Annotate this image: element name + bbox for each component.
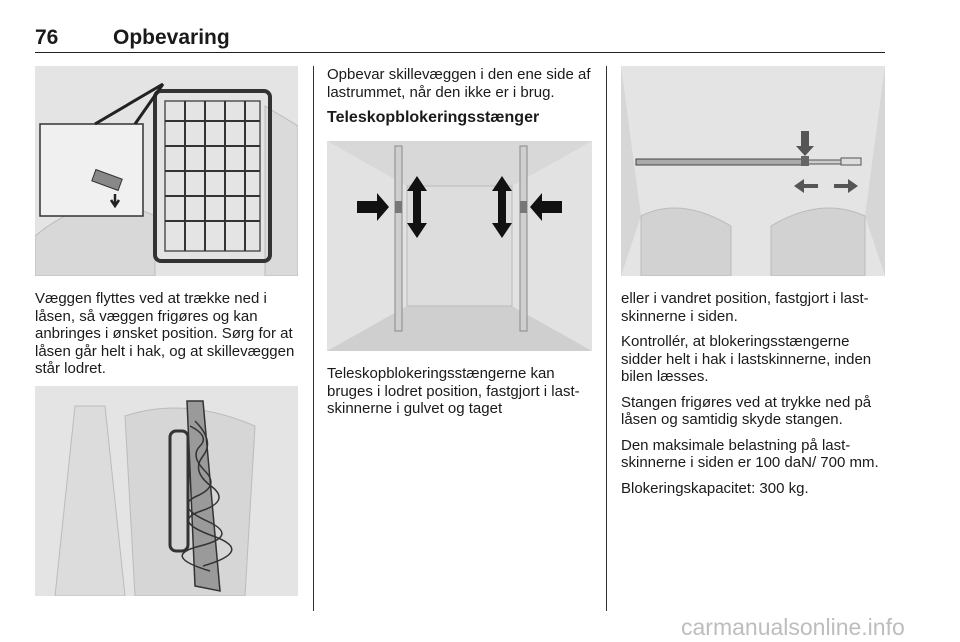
column-divider	[606, 66, 607, 611]
column-right	[621, 66, 885, 505]
page-number: 76	[35, 26, 59, 49]
paragraph: Blokeringskapacitet: 300 kg.	[621, 479, 809, 497]
paragraph: Stangen frigøres ved at trykke ned på låsen og samtidig skyde stangen.	[621, 393, 872, 428]
paragraph: Opbevar skillevæggen i den ene side af lastrummet, når den ikke er i brug.	[327, 66, 591, 101]
paragraph: Væggen flyttes ved at trække ned i låsen, så væggen frigøres og kan anbringes i ønsket position. Sørg for at låsen går helt i hak, og at skillevæggen står lodret.	[35, 290, 295, 377]
section-heading: Teleskopblokeringsstænger	[327, 109, 540, 126]
paragraph: Den maksimale belastning på lastskinnerne i siden er 100 daN/ 700 mm.	[621, 436, 879, 471]
column-left	[35, 66, 298, 596]
figure-horizontal-bar	[621, 66, 885, 276]
figure-net-stored	[35, 386, 298, 596]
paragraph: eller i vandret position, fastgjort i lastskinnerne i siden.	[621, 290, 869, 325]
figure-vertical-bars	[327, 141, 592, 351]
figure-net-partition	[35, 66, 298, 276]
watermark: carmanualsonline.info	[681, 614, 905, 640]
page-header	[35, 26, 885, 53]
column-divider	[313, 66, 314, 611]
chapter-title: Opbevaring	[113, 26, 230, 49]
paragraph: Teleskopblokeringsstængerne kan bruges i lodret position, fastgjort i lastskinnerne i gulvet og taget	[327, 365, 580, 417]
column-middle	[327, 66, 592, 426]
paragraph: Kontrollér, at blokeringsstængerne sidder helt i hak i lastskinnerne, inden bilen læsses.	[621, 333, 872, 385]
